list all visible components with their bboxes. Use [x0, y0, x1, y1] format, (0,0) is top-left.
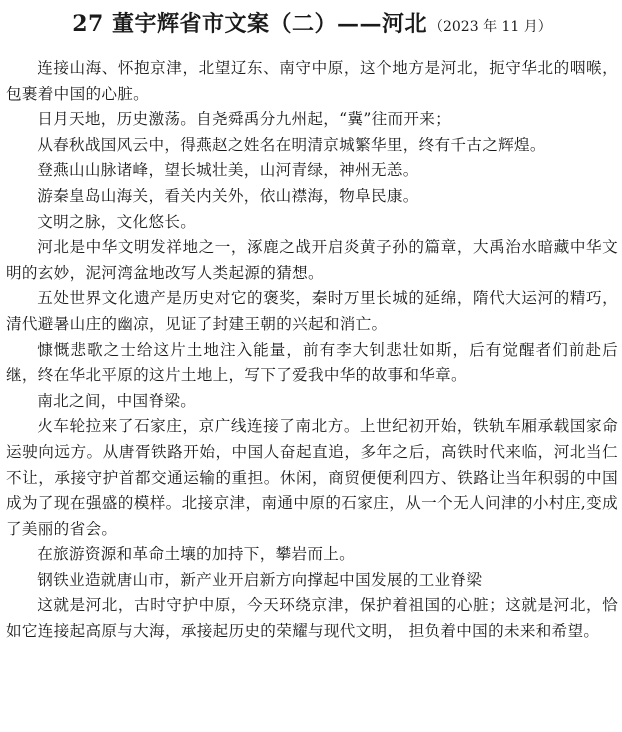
page-title: 27 董宇辉省市文案（二）——河北: [72, 11, 427, 37]
paragraph-2: 日月天地，历史激荡。自尧舜禹分九州起，“冀”往而开来；: [37, 110, 452, 129]
paragraph-13: 钢铁业造就唐山市，新产业开启新方向撑起中国发展的工业脊梁: [37, 570, 483, 589]
paragraph-4: 登燕山山脉诸峰，望长城壮美，山河青绿，神州无恙。: [37, 161, 419, 180]
paragraph-7: 河北是中华文明发祥地之一，涿鹿之战开启炎黄子孙的篇章，大禹治水暗藏中华文明的玄妙，泥河湾盆地改写人类起源的猜想。: [6, 238, 618, 282]
header: [6, 6, 618, 42]
paragraph-6: 文明之脉，文化悠长。: [37, 212, 197, 231]
paragraph-5: 游秦皇岛山海关，看关内关外，依山襟海，物阜民康。: [37, 186, 419, 205]
paragraph-11: 火车轮拉来了石家庄，京广线连接了南北方。上世纪初开始，铁轨车厢承载国家命运驶向远方。从唐胥铁路开始，中国人奋起直追，多年之后，高铁时代来临，河北当仁不让，承接守护首都交通运输的重担。休闲，商贸便便利四方、铁路让当年积弱的中国成为了现在强盛的模样。北接京津，南通中原的石家庄，从一个无人问津的小村庄,变成了美丽的省会。: [6, 417, 618, 538]
paragraph-3: 从春秋战国风云中，得燕赵之姓名在明清京城繁华里，终有千古之辉煌。: [37, 135, 546, 154]
paragraph-8: 五处世界文化遗产是历史对它的褒奖，秦时万里长城的延绵，隋代大运河的精巧，清代避暑山庄的幽凉，见证了封建王朝的兴起和消亡。: [6, 289, 618, 333]
date-label: （2023 年 11 月）: [428, 19, 552, 35]
paragraph-10: 南北之间，中国脊梁。: [37, 391, 197, 410]
paragraph-9: 慷慨悲歌之士给这片土地注入能量，前有李大钊悲壮如斯，后有觉醒者们前赴后继，终在华北平原的这片土地上，写下了爱我中华的故事和华章。: [6, 340, 618, 385]
article-body: [6, 56, 618, 645]
paragraph-1: 连接山海、怀抱京津，北望辽东、南守中原，这个地方是河北，扼守华北的咽喉，包裹着中国的心脏。: [6, 59, 618, 103]
paragraph-14: 这就是河北，古时守护中原，今天环绕京津，保护着祖国的心脏；这就是河北，恰如它连接起高原与大海，承接起历史的荣耀与现代文明， 担负着中国的未来和希望。: [6, 596, 618, 641]
paragraph-12: 在旅游资源和革命土壤的加持下，攀岩而上。: [37, 545, 356, 564]
